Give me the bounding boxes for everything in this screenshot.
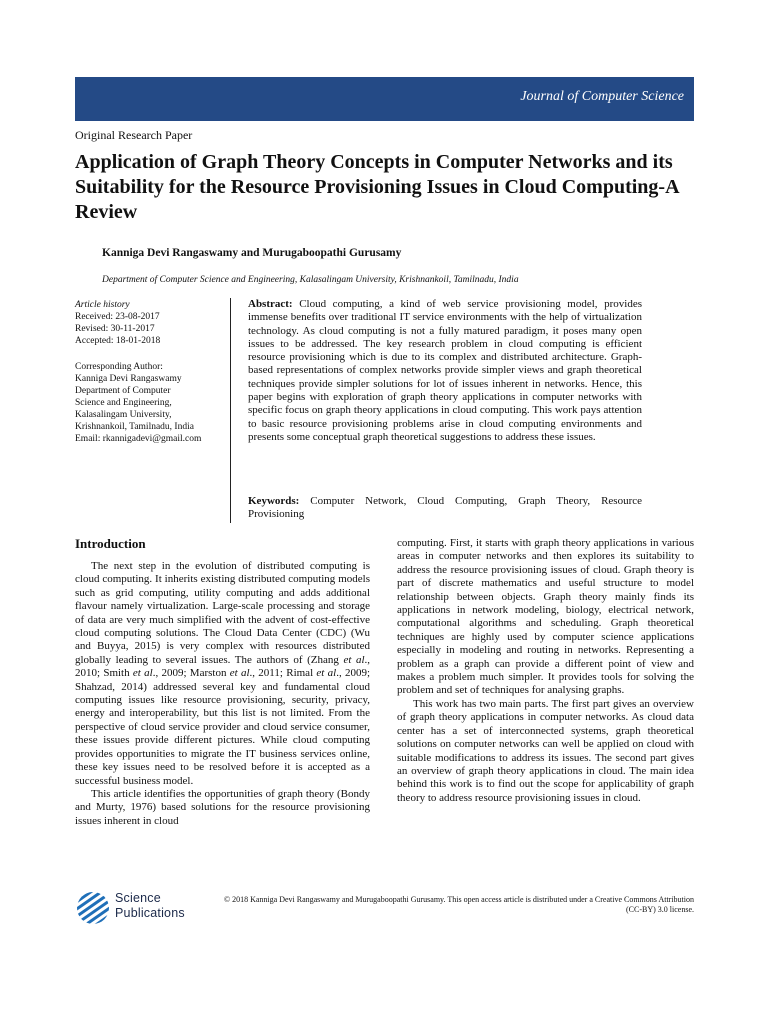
science-publications-logo <box>75 890 195 926</box>
introduction-heading: Introduction <box>75 536 146 551</box>
body-column-left <box>75 560 370 828</box>
intro-paragraph-1: The next step in the evolution of distributed computing is cloud computing. It inherits existing distributed computing models such as grid computing, utility computing and adds additional flavour namely virtualization. Large-scale processing and storage of data are very much simplified with the advent of cost-effective cloud computing solutions. The Cloud Data Center (CDC) (Wu and Buyya, 2015) is very complex with resources distributed globally leading to several issues. The authors of (Zhang et al., 2010; Smith et al., 2009; Marston et al., 2011; Rimal et al., 2009; Shahzad, 2014) addressed several key and fundamental cloud computing issues like resource provisioning, security, privacy, energy and interoperability, but this list is not limited. From the perspective of cloud service provider and cloud service consumer, these issues provide different pictures. While cloud computing provides opportunities to migrate the IT business services online, these key issues need to be resolved before it is accepted as a successful business model. <box>75 560 371 787</box>
keywords <box>248 495 642 522</box>
intro-paragraph-4: This work has two main parts. The first part gives an overview of graph theory applications in computer networks. As cloud data center has a set of interconnected systems, graph theoretical solutions on computer networks can well be applied on cloud with suitable modifications to address its issues. The second part gives an overview of graph theory applications in cloud. The main idea behind this work is to find out the scope for applicability of graph theory to address resource provisioning issues in cloud. <box>397 697 694 804</box>
corresponding-author-label: Corresponding Author: <box>75 362 163 372</box>
intro-paragraph-3: computing. First, it starts with graph theory applications in various areas in computer networks and then explores its suitability to address the resource provisioning issues of cloud. Graph theory is part of discrete mathematics and useful structure to model relationship between objects. Graph theory mainly finds its applications in network modeling, biology, electrical network, computational algorithms and scheduling. Graph theoretical techniques are highly used by computer science applications especially in modeling and routing in networks. Representing a problem as a graph can provide a different point of view and makes a problem much simpler. It provides tools for solving the problem and set of techniques for analysing graphs. <box>397 537 694 697</box>
corresponding-author-dept: Department of Computer <box>75 386 171 396</box>
license-notice: © 2018 Kanniga Devi Rangaswamy and Murugaboopathi Gurusamy. This open access article is distributed under a Creative Commons Attribution (CC-BY) 3.0 license. <box>224 895 694 914</box>
logo-line-2: Publications <box>115 906 185 920</box>
corresponding-author-name: Kanniga Devi Rangaswamy <box>75 374 182 384</box>
corresponding-author-university: Kalasalingam University, <box>75 410 172 420</box>
authors: Kanniga Devi Rangaswamy and Murugaboopathi Gurusamy <box>102 247 402 259</box>
intro-paragraph-2: This article identifies the opportunities of graph theory (Bondy and Murty, 1976) based solutions for the resource provisioning issues inherent in cloud <box>75 787 370 827</box>
paper-title: Application of Graph Theory Concepts in Computer Networks and its Suitability for the Resource Provisioning Issues in Cloud Computing-A Review <box>75 151 679 223</box>
journal-name: Journal of Computer Science <box>520 89 684 104</box>
body-column-right <box>397 537 694 805</box>
corresponding-author-place: Krishnankoil, Tamilnadu, India <box>75 422 194 432</box>
revised-date: Revised: 30-11-2017 <box>75 324 155 334</box>
affiliation: Department of Computer Science and Engineering, Kalasalingam University, Krishnankoil, Tamilnadu, India <box>102 275 519 285</box>
abstract-text: Cloud computing, a kind of web service provisioning model, provides immense benefits over traditional IT service environments with the help of virtualization technology. As cloud computing is not a fully matured paradigm, it poses many open issues to be addressed. The key research problem in cloud computing is efficient resource provisioning which is due to its complex and distributed architecture. Graph-based representations of complex networks provide simpler views and graph theoretical techniques provide simpler solutions for lot of issues inherent in networks. Hence, this paper begins with exploration of graph theory applications in computer networks with specific focus on graph theory applications in cloud computing. This work pays attention to basic resource provisioning problems arise in cloud computing environments and presents some conceptual graph theoretical suggestions to address these issues. <box>248 298 642 443</box>
article-info-sidebar <box>75 299 225 445</box>
sidebar-divider <box>230 298 231 523</box>
sidebar-spacer <box>75 347 225 361</box>
corresponding-author-email[interactable]: Email: rkannigadevi@gmail.com <box>75 434 202 444</box>
received-date: Received: 23-08-2017 <box>75 312 160 322</box>
article-history-label: Article history <box>75 300 130 310</box>
logo-line-1: Science <box>115 891 161 905</box>
abstract-label: Abstract: <box>248 298 293 310</box>
globe-icon <box>75 890 111 926</box>
abstract <box>248 298 642 444</box>
journal-banner <box>75 77 694 121</box>
paper-type: Original Research Paper <box>75 128 193 142</box>
accepted-date: Accepted: 18-01-2018 <box>75 336 161 346</box>
corresponding-author-dept-2: Science and Engineering, <box>75 398 172 408</box>
keywords-text: Computer Network, Cloud Computing, Graph Theory, Resource Provisioning <box>248 495 643 521</box>
keywords-label: Keywords: <box>248 495 300 507</box>
